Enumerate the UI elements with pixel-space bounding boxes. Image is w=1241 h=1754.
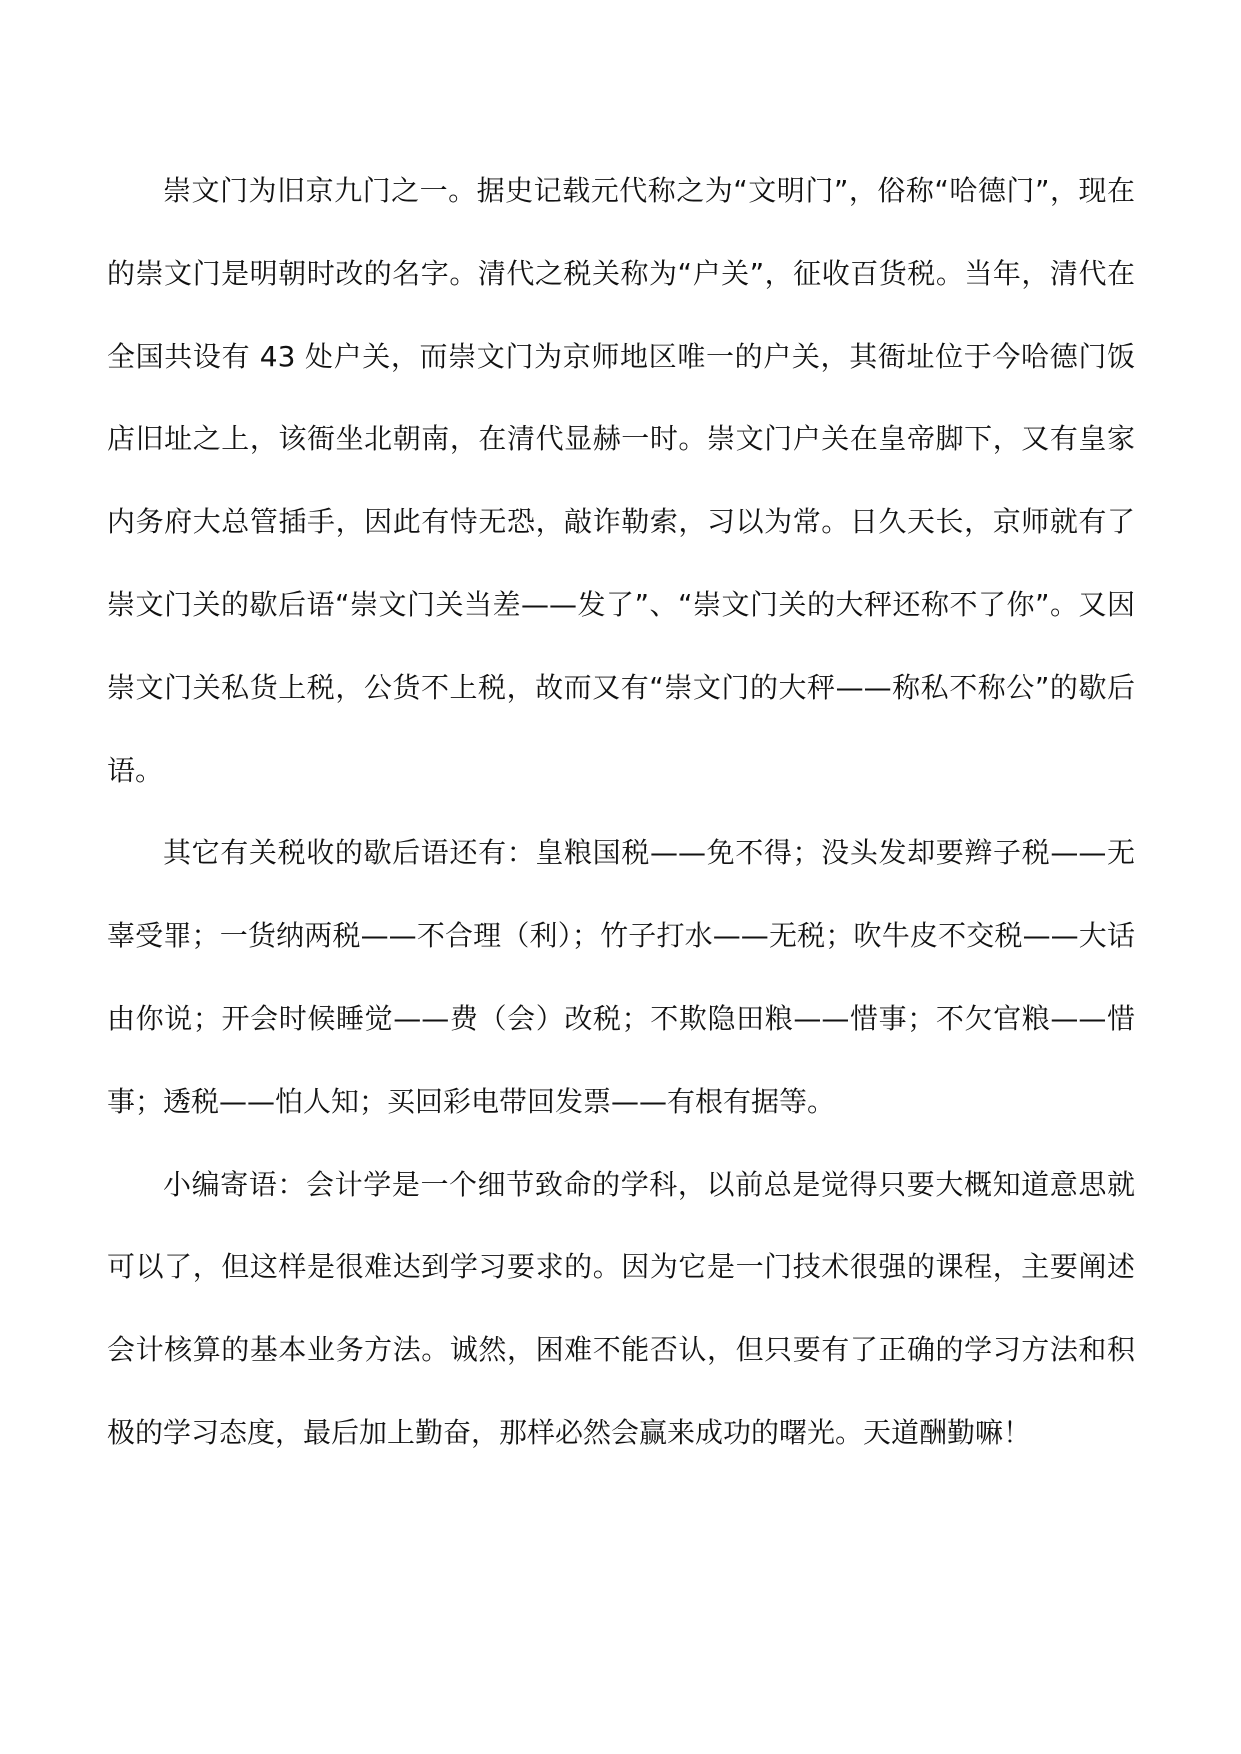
paragraph-tax-xiehouyu: 其它有关税收的歇后语还有：皇粮国税——免不得；没头发却要辫子税——无辜受罪；一货纳两税——不合理（利）；竹子打水——无税；吹牛皮不交税——大话由你说；开会时候睡觉——费（会）改税；不欺隐田粮——惜事；不欠官粮——惜事；透税——怕人知；买回彩电带回发票——有根有据等。 — [107, 836, 1135, 1118]
paragraph-chongwenmen: 崇文门为旧京九门之一。据史记载元代称之为“文明门”，俗称“哈德门”，现在的崇文门是明朝时改的名字。清代之税关称为“户关”，征收百货税。当年，清代在全国共设有 43 处户关，而崇文门为京师地区唯一的户关，其衙址位于今哈德门饭店旧址之上，该衙坐北朝南，在清代显赫一时。崇文门户关在皇帝脚下，又有皇家内务府大总管插手，因此有恃无恐，敲诈勒索，习以为常。日久天长，京师就有了崇文门关的歇后语“崇文门关当差——发了”、“崇文门关的大秤还称不了你”。又因崇文门关私货上税，公货不上税，故而又有“崇文门的大秤——称私不称公”的歇后语。 — [107, 174, 1135, 787]
document-body — [107, 150, 1135, 1475]
paragraph-editor-note: 小编寄语：会计学是一个细节致命的学科，以前总是觉得只要大概知道意思就可以了，但这样是很难达到学习要求的。因为它是一门技术很强的课程，主要阐述会计核算的基本业务方法。诚然，困难不能否认，但只要有了正确的学习方法和积极的学习态度，最后加上勤奋，那样必然会赢来成功的曙光。天道酬勤嘛！ — [107, 1167, 1135, 1449]
